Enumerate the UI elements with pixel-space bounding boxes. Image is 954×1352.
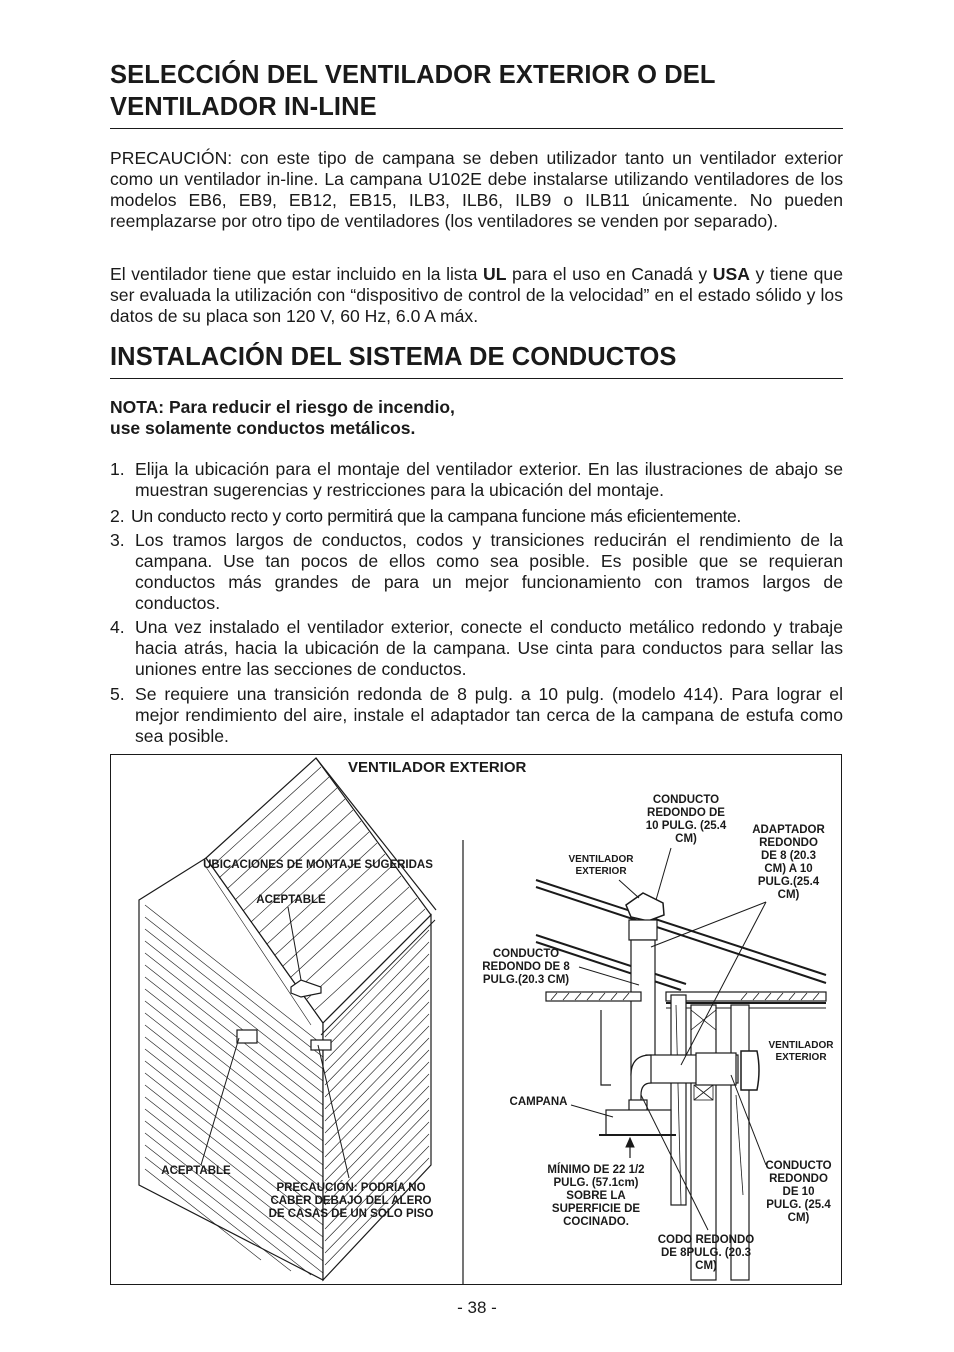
nota-line1: NOTA: Para reducir el riesgo de incendio, (110, 397, 455, 417)
list-text: Un conducto recto y corto permitirá que la campana funcione más eficientemente. (131, 506, 741, 526)
ul-listing-paragraph (110, 264, 843, 327)
label-aceptable-roof: ACEPTABLE (256, 894, 326, 906)
nota-line2: use solamente conductos metálicos. (110, 418, 416, 438)
label-ventilador-exterior-roof: VENTILADOR EXTERIOR (568, 854, 634, 877)
label-conducto-8: CONDUCTO REDONDO DE 8 PULG.(20.3 CM) (482, 948, 570, 986)
list-number: 5. (110, 684, 125, 704)
section-title-conductos: INSTALACIÓN DEL SISTEMA DE CONDUCTOS (110, 343, 677, 371)
list-item (110, 530, 843, 614)
label-campana: CAMPANA (509, 1096, 568, 1108)
list-number: 1. (110, 459, 125, 479)
para2-text-b: para el uso en Canadá y (506, 264, 713, 284)
list-item (110, 506, 843, 527)
label-ubicaciones: UBICACIONES DE MONTAJE SUGERIDAS (203, 859, 433, 871)
label-ventilador-exterior-wall: VENTILADOR EXTERIOR (768, 1040, 834, 1063)
label-conducto-10-bottom: CONDUCTO REDONDO DE 10 PULG. (25.4 CM) (765, 1160, 832, 1224)
section-title-ventilador-line1: SELECCIÓN DEL VENTILADOR EXTERIOR O DEL (110, 61, 716, 89)
label-codo-redondo: CODO REDONDO DE 8PULG. (20.3 CM) (657, 1234, 755, 1272)
usa-bold: USA (712, 264, 750, 284)
label-minimo-altura: MÍNIMO DE 22 1/2 PULG. (57.1cm) SOBRE LA SUPERFICIE DE COCINADO. (547, 1164, 645, 1228)
list-text: Los tramos largos de conductos, codos y transiciones reducirán el rendimiento de la campana. Use tan pocos de ellos como sea posible. Es posible que se requieran conductos más grandes de para un mejor funcionamiento con tramos largos de conductos. (135, 530, 843, 613)
figure-title: VENTILADOR EXTERIOR (348, 759, 527, 776)
list-item (110, 459, 843, 501)
list-text: Una vez instalado el ventilador exterior, conecte el conducto metálico redondo y trabaje hacia atrás, hacia la ubicación de la campana. Use cinta para conductos para sellar las uniones entre las secciones de conductos. (135, 617, 843, 679)
list-item (110, 617, 843, 680)
section-title-ventilador-line2: VENTILADOR IN-LINE (110, 93, 377, 121)
installation-figure (110, 754, 842, 1285)
label-conducto-10-top: CONDUCTO REDONDO DE 10 PULG. (25.4 CM) (645, 794, 727, 845)
para2-text-c: y tiene que ser evaluada la utilización con “dispositivo de control de la velocidad” en el estado sólido y los datos de su placa son 120 V, 60 Hz, 6.0 A máx. (110, 264, 843, 326)
label-precaucion-alero: PRECAUCIÓN: PODRÍA NO CABER DEBAJO DEL ALERO DE CASAS DE UN SOLO PISO (268, 1182, 434, 1220)
list-text: Elija la ubicación para el montaje del ventilador exterior. En las ilustraciones de abajo se muestran sugerencias y restricciones para la ubicación del montaje. (135, 459, 843, 500)
ul-bold: UL (483, 264, 507, 284)
list-number: 4. (110, 617, 125, 637)
list-item (110, 684, 843, 747)
label-adaptador: ADAPTADOR REDONDO DE 8 (20.3 CM) A 10 PULG.(25.4 CM) (752, 824, 825, 901)
list-number: 2. (110, 506, 125, 526)
label-aceptable-wall: ACEPTABLE (161, 1165, 231, 1177)
list-text: Se requiere una transición redonda de 8 pulg. a 10 pulg. (modelo 414). Para lograr el mejor rendimiento del aire, instale el adaptador tan cerca de la campana de estufa como sea posible. (135, 684, 843, 746)
precaucion-paragraph: PRECAUCIÓN: con este tipo de campana se deben utilizador tanto un ventilador exterior como un ventilador in-line. La campana U102E debe instalarse utilizando ventiladores de los modelos EB6, EB9, EB12, EB15, ILB3, ILB6, ILB9 o ILB11 únicamente. No pueden reemplazarse por otro tipo de ventiladores (los ventiladores se venden por separado). (110, 148, 843, 231)
list-number: 3. (110, 530, 125, 550)
title-rule (110, 128, 843, 129)
page-number: - 38 - (457, 1298, 497, 1317)
title-rule-2 (110, 378, 843, 379)
para2-text-a: El ventilador tiene que estar incluido en la lista (110, 264, 483, 284)
